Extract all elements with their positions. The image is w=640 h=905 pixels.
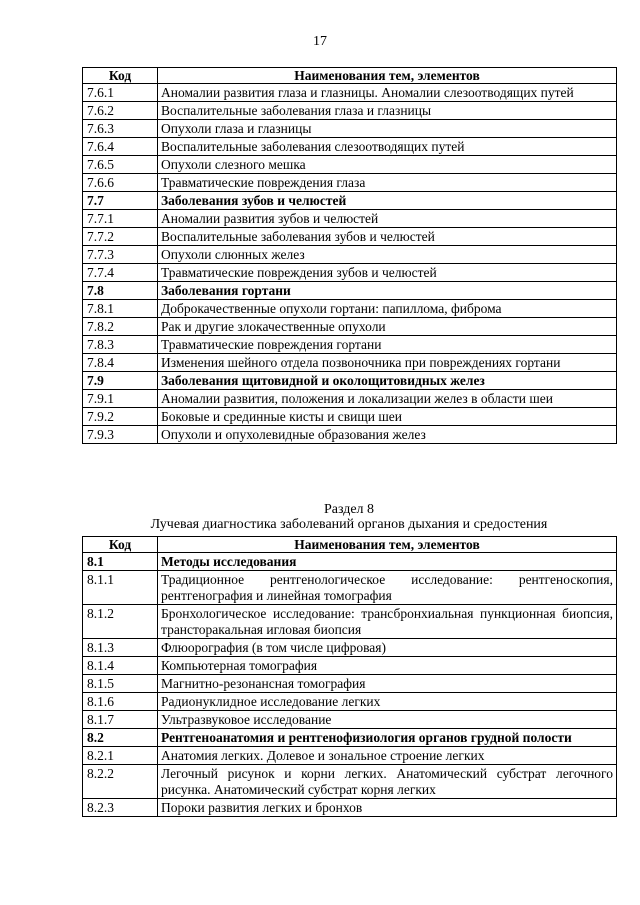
table-row <box>83 138 617 156</box>
table-row <box>83 675 617 693</box>
table-row <box>83 553 617 571</box>
table-row <box>83 693 617 711</box>
row-topic-name: Изменения шейного отдела позвоночника при повреждениях гортани <box>158 354 617 372</box>
row-topic-name: Боковые и срединные кисты и свищи шеи <box>158 408 617 426</box>
row-topic-name: Магнитно-резонансная томография <box>158 675 617 693</box>
row-code: 7.7.2 <box>83 228 158 246</box>
row-code: 8.1.1 <box>83 571 158 605</box>
row-topic-name: Травматические повреждения гортани <box>158 336 617 354</box>
table-row <box>83 318 617 336</box>
row-topic-name: Заболевания гортани <box>158 282 617 300</box>
row-code: 8.1.5 <box>83 675 158 693</box>
row-code: 7.8.3 <box>83 336 158 354</box>
row-topic-name: Пороки развития легких и бронхов <box>158 799 617 817</box>
table-header-row <box>83 68 617 84</box>
row-code: 7.7 <box>83 192 158 210</box>
row-code: 7.9 <box>83 372 158 390</box>
row-code: 8.1.3 <box>83 639 158 657</box>
table-row <box>83 102 617 120</box>
row-topic-name: Опухоли слезного мешка <box>158 156 617 174</box>
row-topic-name: Заболевания щитовидной и околощитовидных желез <box>158 372 617 390</box>
table-row <box>83 156 617 174</box>
row-topic-name: Воспалительные заболевания зубов и челюстей <box>158 228 617 246</box>
table-row <box>83 192 617 210</box>
row-code: 7.8 <box>83 282 158 300</box>
row-code: 7.7.1 <box>83 210 158 228</box>
row-code: 8.2.1 <box>83 747 158 765</box>
table-header-row <box>83 537 617 553</box>
table-body <box>83 84 617 444</box>
row-topic-name: Рентгеноанатомия и рентгенофизиология органов грудной полости <box>158 729 617 747</box>
table-row <box>83 390 617 408</box>
row-topic-name: Травматические повреждения зубов и челюстей <box>158 264 617 282</box>
row-code: 8.1.7 <box>83 711 158 729</box>
table-row <box>83 729 617 747</box>
row-topic-name: Доброкачественные опухоли гортани: папиллома, фиброма <box>158 300 617 318</box>
table-row <box>83 174 617 192</box>
table-row <box>83 571 617 605</box>
row-topic-name: Аномалии развития зубов и челюстей <box>158 210 617 228</box>
row-topic-name: Компьютерная томография <box>158 657 617 675</box>
table-row <box>83 354 617 372</box>
row-code: 7.9.3 <box>83 426 158 444</box>
table-row <box>83 300 617 318</box>
column-header-code: Код <box>83 68 158 84</box>
row-code: 8.1.4 <box>83 657 158 675</box>
table-row <box>83 246 617 264</box>
row-topic-name: Рак и другие злокачественные опухоли <box>158 318 617 336</box>
row-code: 7.6.3 <box>83 120 158 138</box>
row-code: 8.2.3 <box>83 799 158 817</box>
section-title: Лучевая диагностика заболеваний органов дыхания и средостения <box>150 517 548 532</box>
table-row <box>83 747 617 765</box>
row-topic-name: Флюорография (в том числе цифровая) <box>158 639 617 657</box>
row-code: 7.6.4 <box>83 138 158 156</box>
table-row <box>83 799 617 817</box>
table-row <box>83 408 617 426</box>
table-row <box>83 426 617 444</box>
table-row <box>83 765 617 799</box>
row-code: 7.6.6 <box>83 174 158 192</box>
row-topic-name: Традиционное рентгенологическое исследование: рентгеноскопия, рентгенография и линейная томография <box>158 571 617 605</box>
table-row <box>83 228 617 246</box>
section-number: Раздел 8 <box>323 502 375 517</box>
topics-table-section-7 <box>82 67 617 444</box>
table-row <box>83 84 617 102</box>
row-code: 7.9.1 <box>83 390 158 408</box>
table-row <box>83 336 617 354</box>
column-header-name: Наименования тем, элементов <box>158 537 617 553</box>
row-topic-name: Анатомия легких. Долевое и зональное строение легких <box>158 747 617 765</box>
row-code: 8.2 <box>83 729 158 747</box>
row-topic-name: Опухоли и опухолевидные образования желез <box>158 426 617 444</box>
table-row <box>83 120 617 138</box>
column-header-name: Наименования тем, элементов <box>158 68 617 84</box>
row-code: 8.2.2 <box>83 765 158 799</box>
row-topic-name: Заболевания зубов и челюстей <box>158 192 617 210</box>
row-code: 7.7.4 <box>83 264 158 282</box>
row-code: 7.9.2 <box>83 408 158 426</box>
table-row <box>83 282 617 300</box>
table-body <box>83 553 617 817</box>
row-topic-name: Легочный рисунок и корни легких. Анатомический субстрат легочного рисунка. Анатомический субстрат корня легких <box>158 765 617 799</box>
topics-table-section-8 <box>82 536 617 817</box>
row-code: 8.1.6 <box>83 693 158 711</box>
row-topic-name: Ультразвуковое исследование <box>158 711 617 729</box>
table-row <box>83 210 617 228</box>
row-topic-name: Методы исследования <box>158 553 617 571</box>
row-code: 8.1.2 <box>83 605 158 639</box>
table-row <box>83 639 617 657</box>
row-code: 7.6.5 <box>83 156 158 174</box>
table-row <box>83 711 617 729</box>
row-code: 7.6.1 <box>83 84 158 102</box>
row-code: 7.6.2 <box>83 102 158 120</box>
row-code: 7.8.1 <box>83 300 158 318</box>
row-topic-name: Бронхологическое исследование: трансбронхиальная пункционная биопсия, трансторакальная игловая биопсия <box>158 605 617 639</box>
column-header-code: Код <box>83 537 158 553</box>
table-row <box>83 264 617 282</box>
table-row <box>83 372 617 390</box>
row-topic-name: Опухоли глаза и глазницы <box>158 120 617 138</box>
page-number: 17 <box>313 34 327 49</box>
row-topic-name: Опухоли слюнных желез <box>158 246 617 264</box>
table-row <box>83 605 617 639</box>
row-code: 7.8.2 <box>83 318 158 336</box>
row-topic-name: Радионуклидное исследование легких <box>158 693 617 711</box>
row-topic-name: Воспалительные заболевания глаза и глазницы <box>158 102 617 120</box>
row-topic-name: Аномалии развития глаза и глазницы. Аномалии слезоотводящих путей <box>158 84 617 102</box>
row-topic-name: Аномалии развития, положения и локализации желез в области шеи <box>158 390 617 408</box>
table-row <box>83 657 617 675</box>
row-code: 8.1 <box>83 553 158 571</box>
row-topic-name: Травматические повреждения глаза <box>158 174 617 192</box>
row-topic-name: Воспалительные заболевания слезоотводящих путей <box>158 138 617 156</box>
row-code: 7.7.3 <box>83 246 158 264</box>
row-code: 7.8.4 <box>83 354 158 372</box>
